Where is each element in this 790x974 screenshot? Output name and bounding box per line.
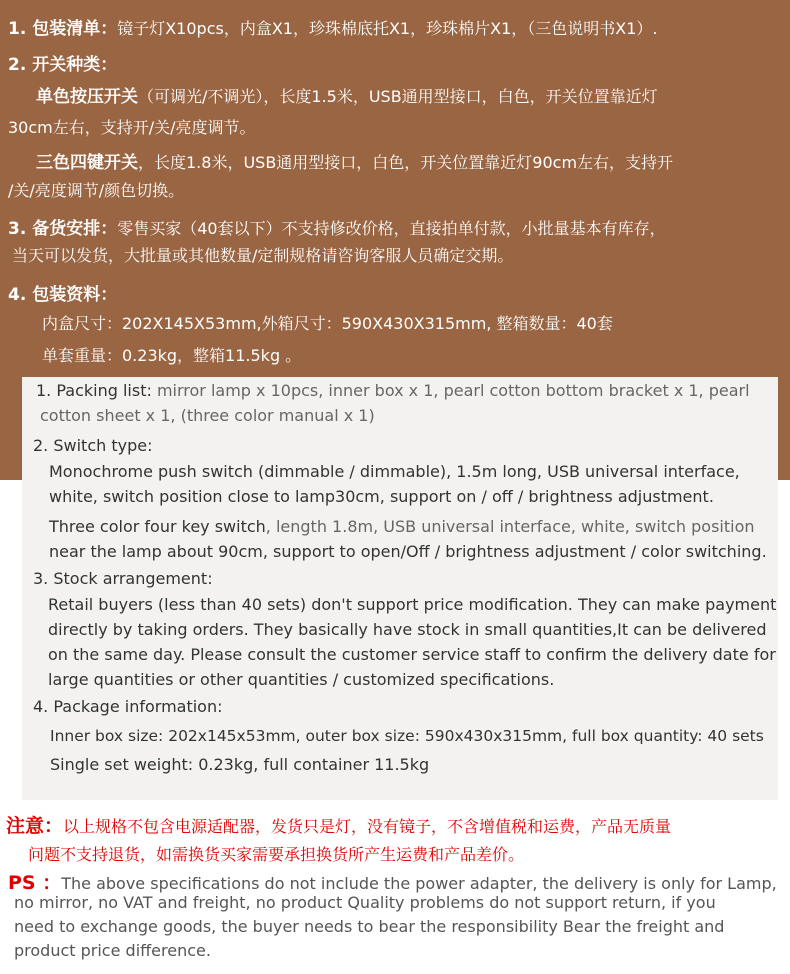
en-stock-line-2: directly by taking orders. They basically have stock in small quantities,It can be delivered — [48, 620, 767, 639]
cn-package-size-line: 内盒尺寸：202X145X53mm,外箱尺寸：590X430X315mm, 整箱数量：40套 — [42, 314, 613, 333]
en-packing-list-line-2: cotton sheet x 1, (three color manual x 1) — [40, 406, 375, 425]
ps-notice-line: PS ：The above specifications do not include the power adapter, the delivery is only for Lamp, — [8, 872, 777, 894]
en-stock-line-4: large quantities or other quantities / customized specifications. — [48, 670, 555, 689]
en-switch-type-heading: 2. Switch type: — [33, 436, 153, 455]
cn-packing-list-text: 镜子灯X10pcs，内盒X1，珍珠棉底托X1，珍珠棉片X1，（三色说明书X1）. — [117, 19, 658, 38]
cn-switch-type-heading: 2. 开关种类： — [8, 55, 118, 75]
en-packing-list-line: 1. Packing list: mirror lamp x 10pcs, inner box x 1, pearl cotton bottom bracket x 1, pearl — [36, 381, 750, 400]
en-stock-heading: 3. Stock arrangement: — [33, 569, 213, 588]
en-mono-switch-line: Monochrome push switch (dimmable / dimmable), 1.5m long, USB universal interface, — [49, 462, 740, 481]
cn-three-color-switch-name: 三色四键开关 — [36, 153, 138, 173]
ps-notice-line-2: no mirror, no VAT and freight, no product Quality problems do not support return, if you — [14, 893, 716, 912]
cn-three-color-switch-line: 三色四键开关，长度1.8米，USB通用型接口，白色，开关位置靠近灯90cm左右，支持开 — [36, 153, 674, 173]
ps-notice-label: PS ： — [8, 872, 62, 894]
cn-packing-list-line — [8, 14, 657, 39]
en-package-size-line: Inner box size: 202x145x53mm, outer box size: 590x430x315mm, full box quantity: 40 sets — [50, 727, 764, 745]
cn-three-color-switch-line-2: /关/亮度调节/颜色切换。 — [8, 181, 185, 200]
en-three-color-switch-line-2: near the lamp about 90cm, support to open/Off / brightness adjustment / color switching. — [49, 542, 767, 561]
en-stock-line-1: Retail buyers (less than 40 sets) don't support price modification. They can make payment — [48, 595, 777, 614]
ps-notice-line-3: need to exchange goods, the buyer needs to bear the responsibility Bear the freight and — [14, 917, 725, 936]
en-three-color-switch-name: Three color four key switch — [49, 517, 266, 536]
cn-mono-switch-name: 单色按压开关 — [36, 87, 138, 107]
cn-package-info-heading: 4. 包装资料： — [8, 285, 118, 305]
en-mono-switch-line-2: white, switch position close to lamp30cm, support on / off / brightness adjustment. — [49, 487, 714, 506]
cn-notice-line: 注意：以上规格不包含电源适配器，发货只是灯，没有镜子，不含增值税和运费，产品无质量 — [6, 815, 672, 837]
en-package-info-heading: 4. Package information: — [33, 697, 223, 716]
en-stock-line-3: on the same day. Please consult the customer service staff to confirm the delivery date for — [48, 645, 776, 664]
cn-stock-line: 3. 备货安排：零售买家（40套以下）不支持修改价格，直接拍单付款，小批量基本有库存， — [8, 219, 666, 239]
en-package-weight-line: Single set weight: 0.23kg, full container 11.5kg — [50, 755, 430, 774]
cn-stock-heading: 3. 备货安排： — [8, 219, 118, 239]
cn-mono-switch-line: 单色按压开关（可调光/不调光），长度1.5米，USB通用型接口，白色，开关位置靠近灯 — [36, 87, 658, 107]
cn-mono-switch-line-2: 30cm左右，支持开/关/亮度调节。 — [8, 118, 256, 137]
cn-notice-line-2: 问题不支持退货，如需换货买家需要承担换货所产生运费和产品差价。 — [28, 845, 525, 864]
cn-notice-label: 注意： — [6, 815, 64, 837]
cn-stock-line-2: 当天可以发货，大批量或其他数量/定制规格请咨询客服人员确定交期。 — [12, 246, 514, 265]
cn-packing-list-heading: 1. 包装清单： — [8, 19, 118, 39]
cn-package-weight-line: 单套重量：0.23kg，整箱11.5kg 。 — [42, 346, 302, 365]
ps-notice-line-4: product price difference. — [14, 941, 211, 960]
en-three-color-switch-line: Three color four key switch, length 1.8m, USB universal interface, white, switch position — [49, 517, 755, 536]
en-packing-list-heading: 1. Packing list: — [36, 381, 152, 400]
